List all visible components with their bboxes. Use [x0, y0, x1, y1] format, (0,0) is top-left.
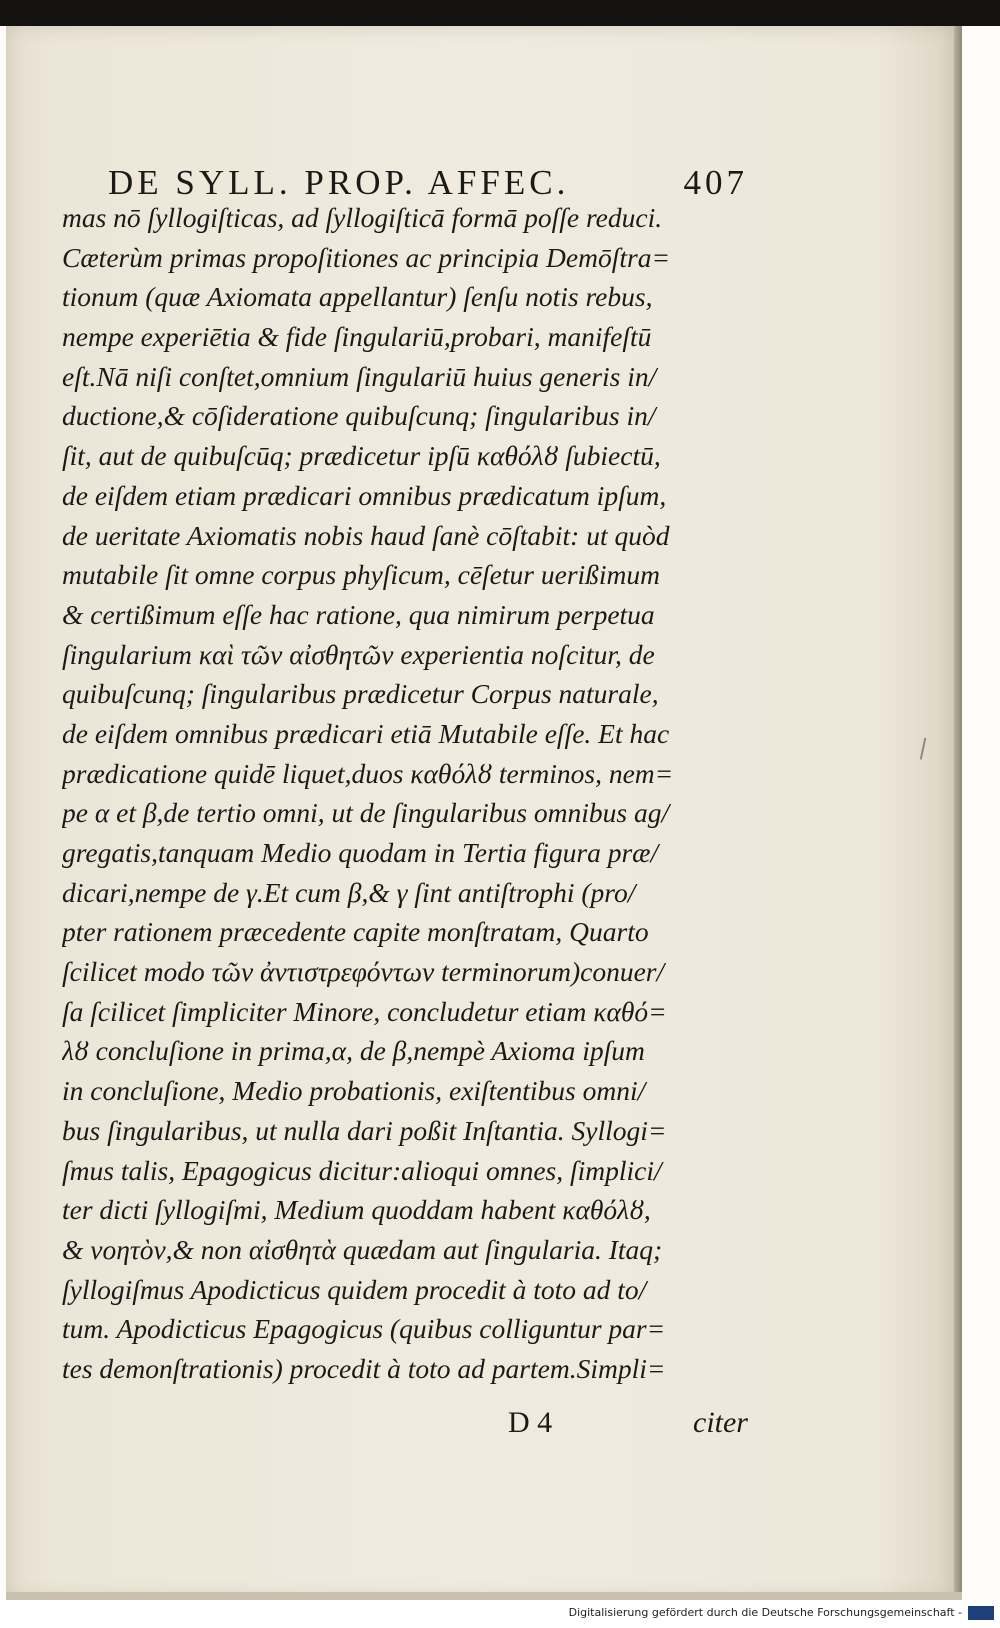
text-line: in concluſione, Medio probationis, exiſtentibus omni/ — [62, 1075, 646, 1107]
text-line: de eiſdem omnibus prædicari etiā Mutabile eſſe. Et hac — [62, 717, 670, 749]
text-line: tum. Apodicticus Epagogicus (quibus colliguntur par= — [62, 1313, 666, 1345]
scan-top-edge — [0, 0, 1000, 26]
text-line: quibuſcunq; ſingularibus prædicetur Corpus naturale, — [62, 678, 659, 710]
text-line: Cæterùm primas propoſitiones ac principia Demōſtra= — [62, 241, 671, 273]
text-line: & certißimum eſſe hac ratione, qua nimirum perpetua — [62, 598, 655, 630]
text-line: ſmus talis, Epagogicus dicitur:alioqui omnes, ſimplici/ — [62, 1154, 662, 1186]
text-line: de eiſdem etiam prædicari omnibus prædicatum ipſum, — [62, 479, 667, 511]
text-line: λȣ concluſione in prima,α, de β,nempè Axioma ipſum — [62, 1035, 645, 1067]
text-line: tes demonſtrationis) procedit à toto ad partem.Simpli= — [62, 1352, 666, 1384]
text-line: ter dicti ſyllogiſmi, Medium quoddam habent καθόλȣ, — [62, 1194, 651, 1226]
page-number: 407 — [683, 163, 748, 202]
text-line: & νοητὸν,& non αἰσθητὰ quædam aut ſingularia. Itaq; — [62, 1233, 663, 1265]
catchword: citer — [693, 1406, 748, 1439]
text-line: ſingularium καὶ τῶν αἰσθητῶν experientia noſcitur, de — [62, 638, 655, 670]
text-line: mutabile ſit omne corpus phyſicum, cēſetur uerißimum — [62, 559, 661, 591]
text-line: prædicatione quidē liquet,duos καθόλȣ terminos, nem= — [62, 757, 674, 789]
text-line: de ueritate Axiomatis nobis haud ſanè cōſtabit: ut quòd — [62, 519, 670, 551]
text-line: ſa ſcilicet ſimpliciter Minore, concludetur etiam καθό= — [62, 995, 667, 1027]
text-line: pe α et β,de tertio omni, ut de ſingularibus omnibus ag/ — [62, 797, 670, 829]
running-head-title: DE SYLL. PROP. AFFEC. — [108, 163, 570, 202]
digitization-credit: Digitalisierung gefördert durch die Deutsche Forschungsgemeinschaft - — [568, 1606, 962, 1619]
text-line: nempe experiētia & fide ſingulariū,probari, manifeſtū — [62, 321, 652, 353]
text-line: mas nō ſyllogiſticas, ad ſyllogiſticā formā poſſe reduci. — [62, 202, 663, 233]
signature-mark: D 4 — [508, 1406, 553, 1439]
text-line: eſt.Nā niſi conſtet,omnium ſingulariū huius generis in/ — [62, 360, 657, 392]
page-bottom-edge — [6, 1592, 962, 1600]
text-line: ſyllogiſmus Apodicticus quidem procedit à toto ad to/ — [62, 1273, 647, 1305]
text-line: ductione,& cōſideratione quibuſcunq; ſingularibus in/ — [62, 400, 656, 432]
text-line: dicari,nempe de γ.Et cum β,& γ ſint antiſtrophi (pro/ — [62, 876, 636, 908]
text-line: gregatis,tanquam Medio quodam in Tertia figura præ/ — [62, 837, 659, 868]
page-right-edge — [954, 26, 962, 1598]
text-line: ſit, aut de quibuſcūq; prædicetur ipſū καθόλȣ ſubiectū, — [62, 440, 661, 472]
dfg-logo — [968, 1606, 994, 1620]
body-text — [62, 198, 762, 1389]
text-line: tionum (quæ Axiomata appellantur) ſenſu notis rebus, — [62, 281, 653, 313]
text-line: bus ſingularibus, ut nulla dari poßit Inſtantia. Syllogi= — [62, 1114, 667, 1146]
running-head — [108, 163, 748, 203]
text-line: pter rationem præcedente capite monſtratam, Quarto — [62, 916, 649, 948]
text-line: ſcilicet modo τῶν ἀντιστρεφόντων terminorum)conuer/ — [62, 956, 665, 988]
